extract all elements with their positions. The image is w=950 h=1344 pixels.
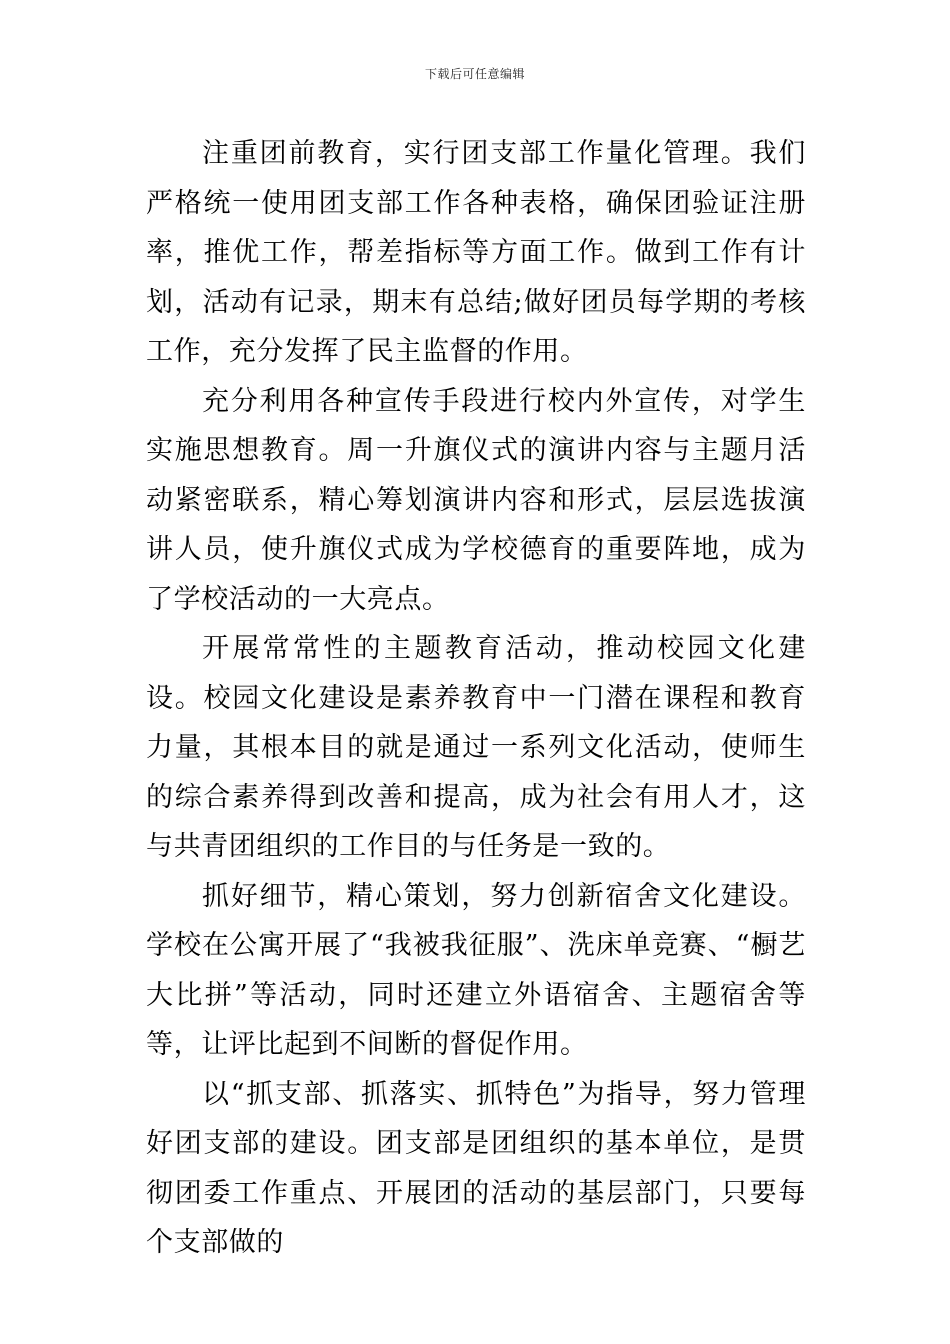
header-note: 下载后可任意编辑 [424,67,525,81]
paragraph-4: 抓好细节，精心策划，努力创新宿舍文化建设。学校在公寓开展了“我被我征服”、洗床单竞赛、“橱艺大比拼”等活动，同时还建立外语宿舍、主题宿舍等等，让评比起到不间断的督促作用。 [146,880,806,1060]
paragraph-5: 以“抓支部、抓落实、抓特色”为指导，努力管理好团支部的建设。团支部是团组织的基本单位，是贯彻团委工作重点、开展团的活动的基层部门，只要每个支部做的 [146,1078,806,1258]
paragraph-2: 充分利用各种宣传手段进行校内外宣传，对学生实施思想教育。周一升旗仪式的演讲内容与主题月活动紧密联系，精心筹划演讲内容和形式，层层选拔演讲人员，使升旗仪式成为学校德育的重要阵地，成为了学校活动的一大亮点。 [146,385,806,615]
document-body [146,129,806,1268]
paragraph-1: 注重团前教育，实行团支部工作量化管理。我们严格统一使用团支部工作各种表格，确保团验证注册率，推优工作，帮差指标等方面工作。做到工作有计划，活动有记录，期末有总结;做好团员每学期的考核工作，充分发挥了民主监督的作用。 [146,138,806,367]
paragraph-3: 开展常常性的主题教育活动，推动校园文化建设。校园文化建设是素养教育中一门潜在课程和教育力量，其根本目的就是通过一系列文化活动，使师生的综合素养得到改善和提高，成为社会有用人才，这与共青团组织的工作目的与任务是一致的。 [146,633,806,862]
